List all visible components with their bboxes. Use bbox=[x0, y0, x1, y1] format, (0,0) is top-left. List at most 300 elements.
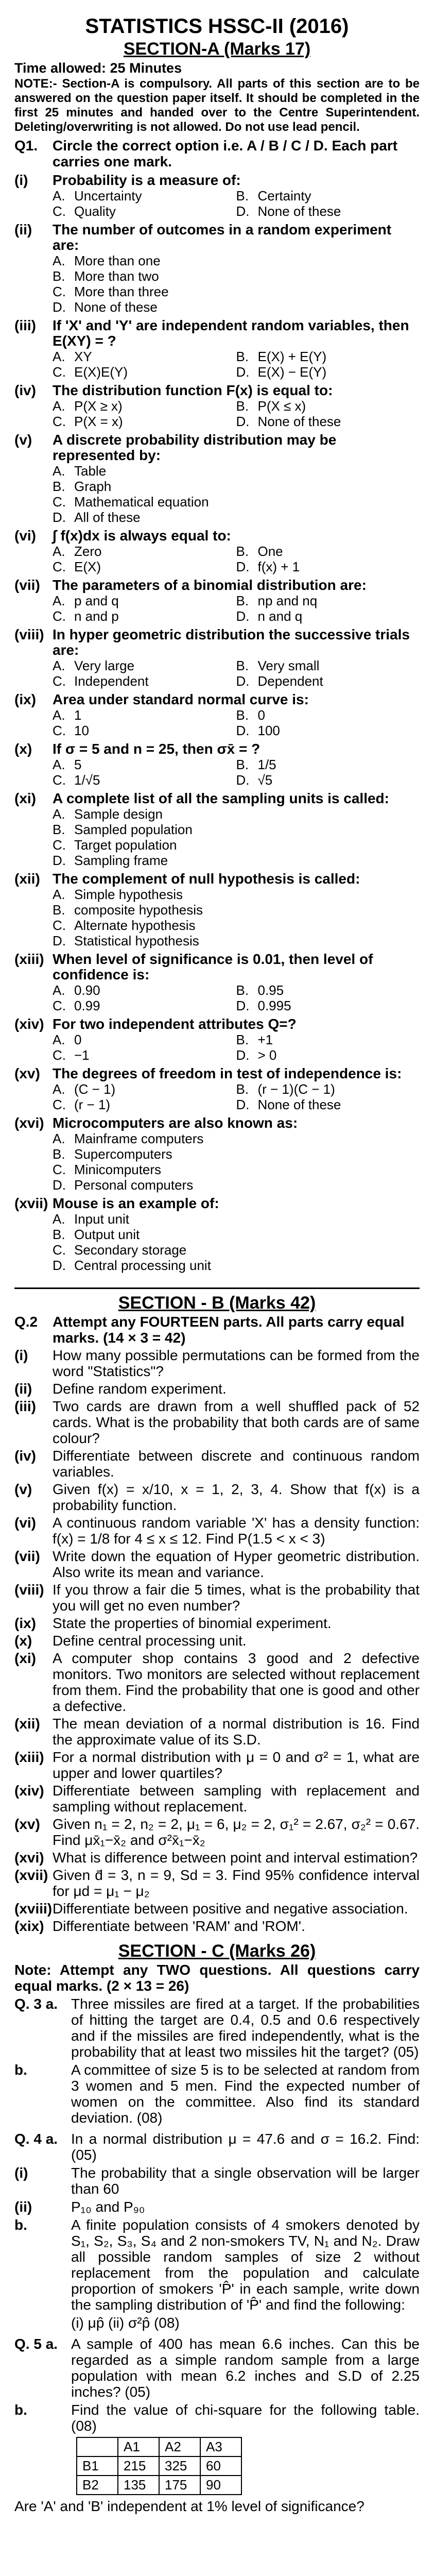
option-letter: D. bbox=[236, 1047, 250, 1063]
mcq-options bbox=[53, 1211, 420, 1273]
part-number: (xvii) bbox=[14, 1867, 48, 1883]
section-a-note: NOTE:- Section-A is compulsory. All parts of this section are to be answered on the question paper itself. It should be completed in the first 25 minutes and handed over to the Centre Superintendent. Deleting/overwriting is not allowed. Do not use lead pencil. bbox=[14, 77, 420, 134]
part-number: (viii) bbox=[14, 1582, 44, 1598]
table-header-row bbox=[77, 2437, 241, 2456]
option-text: Uncertainty bbox=[74, 188, 142, 204]
option-text: Independent bbox=[74, 673, 149, 689]
option-text: √5 bbox=[257, 772, 273, 788]
question-4 bbox=[14, 2131, 420, 2331]
option-letter: B. bbox=[53, 902, 65, 918]
option-text: XY bbox=[74, 349, 92, 364]
q2-instruction bbox=[14, 1314, 420, 1346]
mcq-number: (xvi) bbox=[14, 1115, 44, 1131]
option-text: Input unit bbox=[74, 1211, 129, 1227]
option-letter: A. bbox=[53, 463, 65, 479]
option-letter: C. bbox=[53, 1162, 66, 1177]
part-text: A finite population consists of 4 smokers denoted by S₁, S₂, S₃, S₄ and 2 non-smokers TV, N₁ and N₂. Draw all possible random samples of size 2 without replacement from the population and calculate proportion of smokers 'P̂' in each sample, write down the sampling distribution of 'P̂' and find the following: bbox=[71, 2217, 420, 2313]
option-text: Personal computers bbox=[74, 1177, 194, 1193]
option-letter: D. bbox=[53, 1177, 66, 1193]
short-question bbox=[14, 1347, 420, 1379]
option-letter: D. bbox=[53, 510, 66, 525]
mcq-item bbox=[14, 791, 420, 868]
option-text: > 0 bbox=[257, 1047, 277, 1063]
long-question-part bbox=[14, 2062, 420, 2126]
table-cell: 60 bbox=[200, 2456, 241, 2476]
short-question bbox=[14, 1918, 420, 1934]
option-text: More than two bbox=[74, 268, 159, 284]
long-question-part bbox=[14, 2402, 420, 2434]
short-question bbox=[14, 1633, 420, 1649]
option-letter: A. bbox=[53, 1211, 65, 1227]
mcq-text: The complement of null hypothesis is called: bbox=[53, 871, 360, 887]
option-text: One bbox=[257, 544, 283, 559]
short-question bbox=[14, 1850, 420, 1866]
option-text: None of these bbox=[257, 414, 341, 429]
option-text: E(X) bbox=[74, 559, 101, 574]
part-number: Q. 4 a. bbox=[14, 2131, 58, 2147]
mcq-text: When level of significance is 0.01, then level of confidence is: bbox=[53, 951, 373, 982]
section-c-note: Note: Attempt any TWO questions. All questions carry equal marks. (2 × 13 = 26) bbox=[14, 1962, 420, 1994]
part-text: The probability that a single observation will be larger than 60 bbox=[71, 2165, 420, 2197]
mcq-question bbox=[14, 528, 420, 544]
option-letter: C. bbox=[53, 204, 66, 219]
option-text: 0.995 bbox=[257, 998, 291, 1013]
chi-square-table bbox=[76, 2437, 242, 2495]
long-question-part bbox=[14, 2165, 420, 2197]
option-letter: B. bbox=[236, 757, 249, 772]
mcq-question bbox=[14, 1066, 420, 1081]
option-letter: A. bbox=[53, 982, 65, 998]
option-letter: B. bbox=[53, 1146, 65, 1162]
part-number: b. bbox=[14, 2402, 27, 2418]
mcq-text: In hyper geometric distribution the successive trials are: bbox=[53, 626, 410, 658]
option-letter: A. bbox=[53, 1081, 65, 1097]
table-cell: B1 bbox=[77, 2456, 118, 2476]
option-text: All of these bbox=[74, 510, 141, 525]
part-number: Q. 3 a. bbox=[14, 1996, 58, 2012]
part-text: Differentiate between discrete and continuous random variables. bbox=[53, 1448, 420, 1480]
mcq-number: (xiii) bbox=[14, 951, 44, 967]
option-text: None of these bbox=[257, 1097, 341, 1112]
option-letter: C. bbox=[53, 494, 66, 510]
option-letter: C. bbox=[53, 1097, 66, 1112]
option-letter: C. bbox=[53, 772, 66, 788]
option-letter: B. bbox=[236, 658, 249, 673]
part-number: (x) bbox=[14, 1633, 32, 1649]
table-cell: 215 bbox=[118, 2456, 159, 2476]
mcq-text: A complete list of all the sampling units is called: bbox=[53, 790, 389, 806]
mcq-number: (viii) bbox=[14, 626, 44, 642]
option-text: +1 bbox=[257, 1032, 273, 1047]
mcq-number: (iii) bbox=[14, 317, 36, 333]
table-cell: 135 bbox=[118, 2476, 159, 2495]
option-text: composite hypothesis bbox=[74, 902, 203, 918]
option-letter: B. bbox=[53, 822, 65, 837]
mcq-text: If 'X' and 'Y' are independent random variables, then E(XY) = ? bbox=[53, 317, 409, 349]
mcq-options bbox=[53, 1131, 420, 1193]
mcq-text: If σ = 5 and n = 25, then σx̄ = ? bbox=[53, 741, 261, 757]
option-letter: A. bbox=[53, 188, 65, 204]
short-question bbox=[14, 1901, 420, 1917]
option-text: Sample design bbox=[74, 806, 163, 822]
short-question bbox=[14, 1582, 420, 1614]
part-text: Three missiles are fired at a target. If the probabilities of hitting the target are 0.4, 0.5 and 0.6 respectively and if the missiles are fired independently, what is the probability that at least two missiles hit the target? (05) bbox=[71, 1996, 420, 2060]
mcq-text: ∫ f(x)dx is always equal to: bbox=[53, 528, 231, 544]
mcq-options bbox=[53, 1081, 420, 1112]
option-letter: C. bbox=[53, 1242, 66, 1258]
mcq-options bbox=[53, 593, 420, 624]
option-text: P(X ≥ x) bbox=[74, 398, 123, 414]
mcq-question bbox=[14, 432, 420, 463]
mcq-question bbox=[14, 383, 420, 398]
table-header-cell: A3 bbox=[200, 2437, 241, 2456]
option-letter: B. bbox=[236, 398, 249, 414]
option-letter: B. bbox=[236, 1032, 249, 1047]
option-text: 100 bbox=[257, 723, 280, 738]
table-cell: 175 bbox=[159, 2476, 200, 2495]
mcq-number: (xvii) bbox=[14, 1195, 48, 1211]
option-letter: A. bbox=[53, 349, 65, 364]
mcq-number: (x) bbox=[14, 741, 32, 757]
short-question bbox=[14, 1548, 420, 1580]
mcq-item bbox=[14, 318, 420, 380]
option-letter: C. bbox=[53, 1047, 66, 1063]
mcq-text: Area under standard normal curve is: bbox=[53, 691, 309, 707]
option-letter: B. bbox=[236, 1081, 249, 1097]
short-question bbox=[14, 1515, 420, 1547]
option-letter: C. bbox=[53, 284, 66, 299]
option-letter: D. bbox=[236, 559, 250, 574]
part-text: A committee of size 5 is to be selected at random from 3 women and 5 men. Find the expected number of women on the committee. Also find its standard deviation. (08) bbox=[71, 2062, 420, 2126]
short-question bbox=[14, 1867, 420, 1899]
option-text: Alternate hypothesis bbox=[74, 918, 196, 933]
long-question-part bbox=[14, 2199, 420, 2215]
part-text: A sample of 400 has mean 6.6 inches. Can this be regarded as a simple random sample from a large population with mean 6.2 inches and S.D of 2.25 inches? (05) bbox=[71, 2336, 420, 2400]
mcq-item bbox=[14, 578, 420, 624]
mcq-item bbox=[14, 222, 420, 315]
option-text: Output unit bbox=[74, 1227, 140, 1242]
mcq-item bbox=[14, 383, 420, 429]
option-letter: A. bbox=[53, 658, 65, 673]
option-text: E(X)E(Y) bbox=[74, 364, 128, 380]
option-text: Very small bbox=[257, 658, 320, 673]
part-text: Given f(x) = x/10, x = 1, 2, 3, 4. Show that f(x) is a probability function. bbox=[53, 1481, 420, 1513]
option-text: p and q bbox=[74, 593, 119, 608]
option-letter: D. bbox=[53, 853, 66, 868]
part-number: (xi) bbox=[14, 1650, 36, 1666]
part-text: (i) μp̂ (ii) σ²p̂ (08) bbox=[71, 2315, 180, 2331]
part-text: The mean deviation of a normal distribution is 16. Find the approximate value of its S.D. bbox=[53, 1716, 420, 1748]
mcq-options bbox=[53, 982, 420, 1013]
option-text: Zero bbox=[74, 544, 102, 559]
long-question-part bbox=[14, 2336, 420, 2400]
mcq-number: (xi) bbox=[14, 790, 36, 806]
option-letter: D. bbox=[236, 673, 250, 689]
option-text: More than three bbox=[74, 284, 169, 299]
short-question bbox=[14, 1448, 420, 1480]
option-text: Sampling frame bbox=[74, 853, 168, 868]
mcq-number: (ix) bbox=[14, 691, 36, 707]
part-text: P₁₀ and P₉₀ bbox=[71, 2199, 145, 2215]
short-question bbox=[14, 1816, 420, 1848]
short-question bbox=[14, 1783, 420, 1815]
option-letter: B. bbox=[236, 593, 249, 608]
option-letter: A. bbox=[53, 757, 65, 772]
option-letter: D. bbox=[236, 723, 250, 738]
option-letter: B. bbox=[236, 707, 249, 723]
mcq-question bbox=[14, 871, 420, 887]
mcq-item bbox=[14, 1115, 420, 1193]
short-question bbox=[14, 1650, 420, 1714]
option-text: 5 bbox=[74, 757, 82, 772]
mcq-number: (ii) bbox=[14, 222, 32, 238]
option-letter: C. bbox=[53, 998, 66, 1013]
option-text: None of these bbox=[74, 299, 158, 315]
mcq-text: For two independent attributes Q=? bbox=[53, 1016, 297, 1032]
table-header-cell: A1 bbox=[118, 2437, 159, 2456]
mcq-text: Mouse is an example of: bbox=[53, 1195, 219, 1211]
option-letter: C. bbox=[53, 918, 66, 933]
part-number: (ii) bbox=[14, 1381, 32, 1397]
part-text: A computer shop contains 3 good and 2 defective monitors. Two monitors are selected without replacement from them. Find the probability that one is good and other a defective. bbox=[53, 1650, 420, 1714]
part-number: (vii) bbox=[14, 1548, 40, 1564]
part-text: Define central processing unit. bbox=[53, 1633, 247, 1649]
q1-instruction bbox=[14, 138, 420, 170]
option-letter: B. bbox=[53, 479, 65, 494]
q2-text: Attempt any FOURTEEN parts. All parts carry equal marks. (14 × 3 = 42) bbox=[53, 1314, 405, 1346]
option-letter: C. bbox=[53, 414, 66, 429]
mcq-options bbox=[53, 658, 420, 689]
mcq-question bbox=[14, 627, 420, 658]
mcq-text: Probability is a measure of: bbox=[53, 172, 241, 188]
option-letter: D. bbox=[236, 1097, 250, 1112]
option-letter: D. bbox=[236, 772, 250, 788]
mcq-number: (v) bbox=[14, 432, 32, 448]
part-number: b. bbox=[14, 2217, 27, 2233]
mcq-question bbox=[14, 952, 420, 982]
option-text: (r − 1)(C − 1) bbox=[257, 1081, 335, 1097]
option-letter: A. bbox=[53, 1032, 65, 1047]
mcq-options bbox=[53, 398, 420, 429]
long-question-part bbox=[14, 2131, 420, 2163]
mcq-question bbox=[14, 173, 420, 188]
option-text: Very large bbox=[74, 658, 135, 673]
option-text: (C − 1) bbox=[74, 1081, 116, 1097]
option-text: Target population bbox=[74, 837, 177, 853]
mcq-question bbox=[14, 318, 420, 349]
part-number: (xv) bbox=[14, 1816, 40, 1832]
mcq-text: Microcomputers are also known as: bbox=[53, 1115, 298, 1131]
part-number: (ix) bbox=[14, 1615, 36, 1631]
mcq-text: The parameters of a binomial distribution are: bbox=[53, 577, 367, 593]
option-text: Graph bbox=[74, 479, 112, 494]
section-c-heading: SECTION - C (Marks 26) bbox=[118, 1941, 316, 1961]
part-number: Q. 5 a. bbox=[14, 2336, 58, 2352]
part-number: b. bbox=[14, 2062, 27, 2078]
option-text: 0 bbox=[257, 707, 265, 723]
option-letter: D. bbox=[53, 933, 66, 948]
q1-text: Circle the correct option i.e. A / B / C / D. Each part carries one mark. bbox=[53, 138, 398, 170]
part-number: (iii) bbox=[14, 1398, 36, 1414]
mcq-options bbox=[53, 806, 420, 868]
option-letter: A. bbox=[53, 806, 65, 822]
mcq-item bbox=[14, 528, 420, 574]
part-text: State the properties of binomial experiment. bbox=[53, 1615, 332, 1631]
part-text: Define random experiment. bbox=[53, 1381, 227, 1397]
option-text: E(X) + E(Y) bbox=[257, 349, 327, 364]
mcq-options bbox=[53, 757, 420, 788]
option-letter: B. bbox=[236, 349, 249, 364]
question-3 bbox=[14, 1996, 420, 2126]
long-question-part bbox=[14, 1996, 420, 2060]
option-letter: D. bbox=[236, 608, 250, 624]
mcq-item bbox=[14, 1196, 420, 1273]
option-text: Statistical hypothesis bbox=[74, 933, 199, 948]
option-text: (r − 1) bbox=[74, 1097, 111, 1112]
option-text: n and q bbox=[257, 608, 303, 624]
option-text: 0.95 bbox=[257, 982, 284, 998]
option-letter: C. bbox=[53, 364, 66, 380]
part-text: A continuous random variable 'X' has a density function: f(x) = 1/8 for 4 ≤ x ≤ 12. Find P(1.5 < x < 3) bbox=[53, 1515, 420, 1547]
option-letter: B. bbox=[53, 1227, 65, 1242]
option-letter: D. bbox=[236, 998, 250, 1013]
option-letter: C. bbox=[53, 723, 66, 738]
mcq-item bbox=[14, 1066, 420, 1112]
part-number: (xvi) bbox=[14, 1850, 44, 1866]
mcq-options bbox=[53, 1032, 420, 1063]
option-text: More than one bbox=[74, 253, 161, 268]
mcq-number: (i) bbox=[14, 172, 28, 188]
short-question bbox=[14, 1381, 420, 1397]
option-text: Mainframe computers bbox=[74, 1131, 204, 1146]
option-letter: A. bbox=[53, 707, 65, 723]
option-text: Mathematical equation bbox=[74, 494, 209, 510]
mcq-number: (xv) bbox=[14, 1065, 40, 1081]
mcq-options bbox=[53, 253, 420, 315]
option-text: 0.90 bbox=[74, 982, 100, 998]
mcq-number: (xiv) bbox=[14, 1016, 44, 1032]
time-allowed: Time allowed: 25 Minutes bbox=[14, 60, 182, 76]
option-text: Sampled population bbox=[74, 822, 193, 837]
paper-title: STATISTICS HSSC-II (2016) bbox=[85, 15, 349, 38]
long-question-part bbox=[14, 2217, 420, 2313]
part-text: If you throw a fair die 5 times, what is the probability that you will get no even number? bbox=[53, 1582, 420, 1614]
part-number: (iv) bbox=[14, 1448, 36, 1464]
part-text: Find the value of chi-square for the following table. (08) bbox=[71, 2402, 420, 2434]
part-text: What is difference between point and interval estimation? bbox=[53, 1850, 418, 1866]
mcq-item bbox=[14, 173, 420, 219]
part-text: In a normal distribution μ = 47.6 and σ = 16.2. Find: (05) bbox=[71, 2131, 420, 2163]
option-letter: B. bbox=[236, 982, 249, 998]
part-number: (v) bbox=[14, 1481, 32, 1497]
mcq-list bbox=[14, 173, 420, 1273]
mcq-question bbox=[14, 578, 420, 593]
option-text: Simple hypothesis bbox=[74, 887, 183, 902]
section-a-heading: SECTION-A (Marks 17) bbox=[123, 39, 311, 59]
option-letter: B. bbox=[236, 188, 249, 204]
mcq-text: The distribution function F(x) is equal to: bbox=[53, 382, 333, 398]
option-text: Secondary storage bbox=[74, 1242, 187, 1258]
option-letter: C. bbox=[53, 559, 66, 574]
q2-number: Q.2 bbox=[14, 1314, 38, 1330]
q1-number: Q1. bbox=[14, 138, 38, 154]
option-text: Quality bbox=[74, 204, 116, 219]
option-letter: A. bbox=[53, 887, 65, 902]
option-text: Minicomputers bbox=[74, 1162, 162, 1177]
short-question bbox=[14, 1615, 420, 1631]
part-number: (xii) bbox=[14, 1716, 40, 1732]
option-text: Central processing unit bbox=[74, 1258, 211, 1273]
mcq-question bbox=[14, 1016, 420, 1032]
part-number: (xix) bbox=[14, 1918, 44, 1934]
table-header-cell bbox=[77, 2437, 118, 2456]
option-text: P(X = x) bbox=[74, 414, 123, 429]
option-text: Certainty bbox=[257, 188, 311, 204]
question-5 bbox=[14, 2336, 420, 2434]
option-letter: C. bbox=[53, 673, 66, 689]
option-letter: C. bbox=[53, 837, 66, 853]
mcq-question bbox=[14, 791, 420, 806]
option-text: 1/5 bbox=[257, 757, 276, 772]
part-number: (xviii) bbox=[14, 1901, 53, 1917]
mcq-text: The degrees of freedom in test of independence is: bbox=[53, 1065, 402, 1081]
mcq-question bbox=[14, 692, 420, 707]
part-number: (ii) bbox=[14, 2199, 32, 2215]
mcq-item bbox=[14, 952, 420, 1013]
mcq-item bbox=[14, 871, 420, 948]
section-b-heading: SECTION - B (Marks 42) bbox=[118, 1293, 316, 1313]
part-text: Given n₁ = 2, n₂ = 2, μ₁ = 6, μ₂ = 2, σ₁² = 2.67, σ₂² = 0.67. Find μx̄₁−x̄₂ and σ²x̄₁−x̄₂ bbox=[53, 1816, 420, 1848]
part-text: Differentiate between sampling with replacement and sampling without replacement. bbox=[53, 1783, 420, 1815]
mcq-number: (vi) bbox=[14, 528, 36, 544]
option-letter: A. bbox=[53, 593, 65, 608]
option-text: Dependent bbox=[257, 673, 323, 689]
option-text: −1 bbox=[74, 1047, 90, 1063]
mcq-item bbox=[14, 741, 420, 788]
option-text: 1 bbox=[74, 707, 82, 723]
option-letter: A. bbox=[53, 398, 65, 414]
option-text: 0 bbox=[74, 1032, 82, 1047]
option-text: 10 bbox=[74, 723, 89, 738]
mcq-number: (vii) bbox=[14, 577, 40, 593]
table-cell: B2 bbox=[77, 2476, 118, 2495]
option-letter: A. bbox=[53, 253, 65, 268]
mcq-item bbox=[14, 1016, 420, 1063]
option-text: np and nq bbox=[257, 593, 318, 608]
option-text: f(x) + 1 bbox=[257, 559, 300, 574]
part-text: Differentiate between 'RAM' and 'ROM'. bbox=[53, 1918, 305, 1934]
option-letter: D. bbox=[236, 204, 250, 219]
option-letter: B. bbox=[236, 544, 249, 559]
option-text: P(X ≤ x) bbox=[257, 398, 306, 414]
part-number: (vi) bbox=[14, 1515, 36, 1531]
mcq-number: (xii) bbox=[14, 871, 40, 887]
part-text: Two cards are drawn from a well shuffled pack of 52 cards. What is the probability that both cards are of same colour? bbox=[53, 1398, 420, 1446]
closing-question: Are 'A' and 'B' independent at 1% level of significance? bbox=[14, 2498, 364, 2514]
option-text: n and p bbox=[74, 608, 119, 624]
part-text: Write down the equation of Hyper geometric distribution. Also write its mean and variance. bbox=[53, 1548, 420, 1580]
mcq-options bbox=[53, 463, 420, 525]
part-number: (i) bbox=[14, 2165, 28, 2181]
option-text: 1/√5 bbox=[74, 772, 100, 788]
option-text: None of these bbox=[257, 204, 341, 219]
short-question-list bbox=[14, 1347, 420, 1934]
mcq-number: (iv) bbox=[14, 382, 36, 398]
mcq-options bbox=[53, 707, 420, 738]
short-question bbox=[14, 1398, 420, 1446]
mcq-options bbox=[53, 887, 420, 948]
option-text: 0.99 bbox=[74, 998, 100, 1013]
